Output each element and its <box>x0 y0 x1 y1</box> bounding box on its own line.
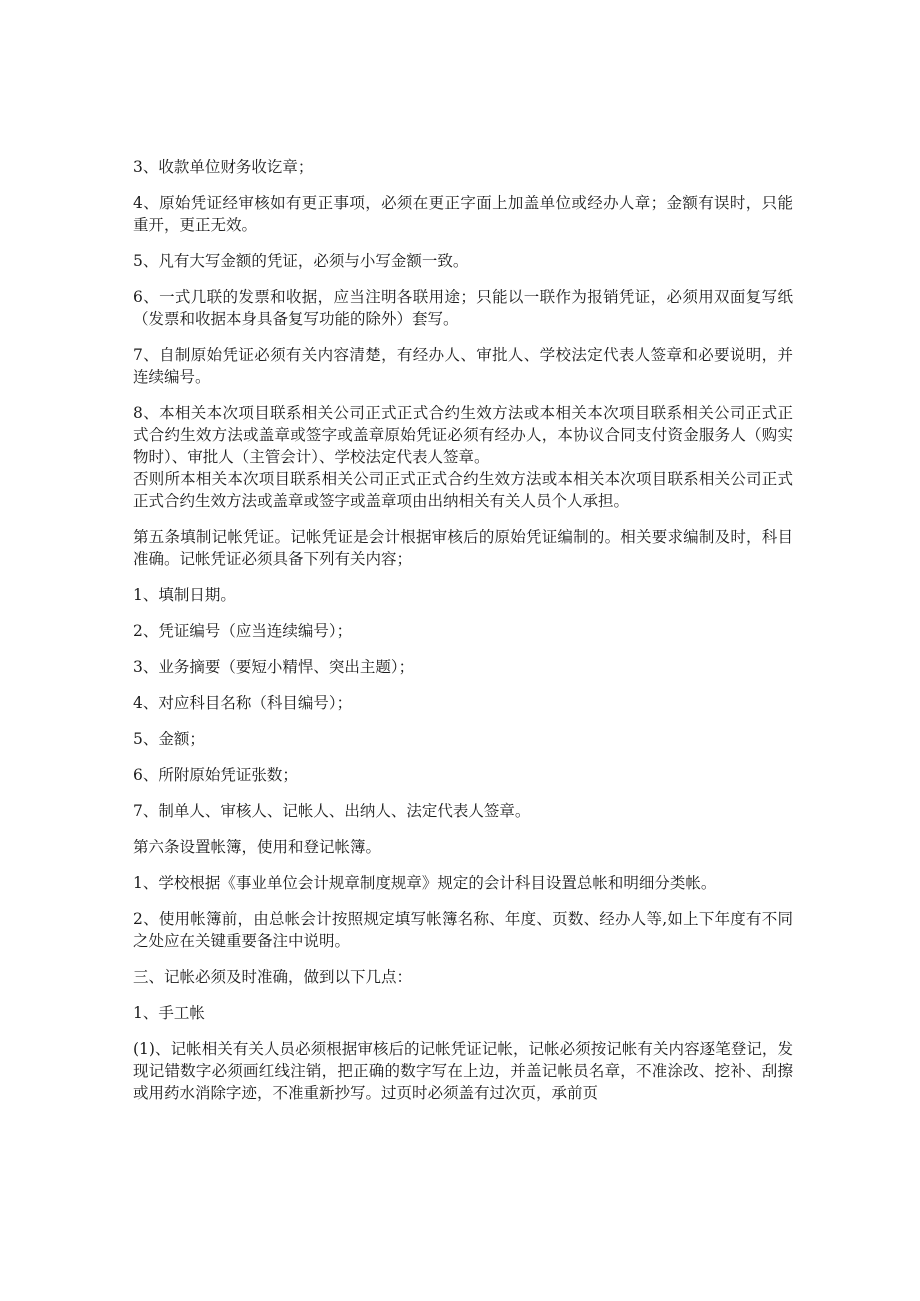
paragraph-item-6: 6、一式几联的发票和收据，应当注明各联用途；只能以一联作为报销凭证，必须用双面复写纸（发票和收据本身具备复写功能的除外）套写。 <box>133 288 793 328</box>
ledger-item-2: 2、使用帐簿前，由总帐会计按照规定填写帐簿名称、年度、页数、经办人等,如上下年度有不同之处应在关键重要备注中说明。 <box>133 910 793 950</box>
paragraph-item-5: 5、凡有大写金额的凭证，必须与小写金额一致。 <box>133 252 469 270</box>
voucher-item-1: 1、填制日期。 <box>133 586 236 604</box>
paragraph-item-4: 4、原始凭证经审核如有更正事项，必须在更正字面上加盖单位或经办人章；金额有误时，只能重开，更正无效。 <box>133 194 793 234</box>
paragraph-item-7: 7、自制原始凭证必须有关内容清楚，有经办人、审批人、学校法定代表人签章和必要说明，并连续编号。 <box>133 346 793 386</box>
ledger-item-1: 1、学校根据《事业单位会计规章制度规章》规定的会计科目设置总帐和明细分类帐。 <box>133 874 717 892</box>
paragraph-item-3: 3、收款单位财务收讫章； <box>133 158 314 176</box>
article-6-heading: 第六条设置帐簿，使用和登记帐簿。 <box>133 838 382 856</box>
voucher-item-2: 2、凭证编号（应当连续编号）； <box>133 622 353 640</box>
manual-ledger-rule-1: (1)、记帐相关有关人员必须根据审核后的记帐凭证记帐，记帐必须按记帐有关内容逐笔登记，发现记错数字必须画红线注销，把正确的数字写在上边，并盖记帐员名章，不准涂改、挖补、刮擦或用药水消除字迹，不准重新抄写。过页时必须盖有过次页，承前页 <box>133 1040 793 1102</box>
paragraph-liability: 否则所本相关本次项目联系相关公司正式正式合约生效方法或本相关本次项目联系相关公司正式正式合约生效方法或盖章或签字或盖章项由出纳相关有关人员个人承担。 <box>133 470 793 510</box>
article-5-heading: 第五条填制记帐凭证。记帐凭证是会计根据审核后的原始凭证编制的。相关要求编制及时，科目准确。记帐凭证必须具备下列有关内容； <box>133 528 793 568</box>
voucher-item-4: 4、对应科目名称（科目编号）； <box>133 694 353 712</box>
section-3-heading: 三、记帐必须及时准确，做到以下几点： <box>133 968 413 986</box>
manual-ledger-heading: 1、手工帐 <box>133 1004 205 1022</box>
document-body <box>133 156 793 1118</box>
voucher-item-6: 6、所附原始凭证张数； <box>133 766 298 784</box>
voucher-item-3: 3、业务摘要（要短小精悍、突出主题）； <box>133 658 415 676</box>
voucher-item-7: 7、制单人、审核人、记帐人、出纳人、法定代表人签章。 <box>133 802 531 820</box>
voucher-item-5: 5、金额； <box>133 730 205 748</box>
paragraph-item-8: 8、本相关本次项目联系相关公司正式正式合约生效方法或本相关本次项目联系相关公司正式正式合约生效方法或盖章或签字或盖章原始凭证必须有经办人，本协议合同支付资金服务人（购实物时）、审批人（主管会计）、学校法定代表人签章。 <box>133 404 793 466</box>
